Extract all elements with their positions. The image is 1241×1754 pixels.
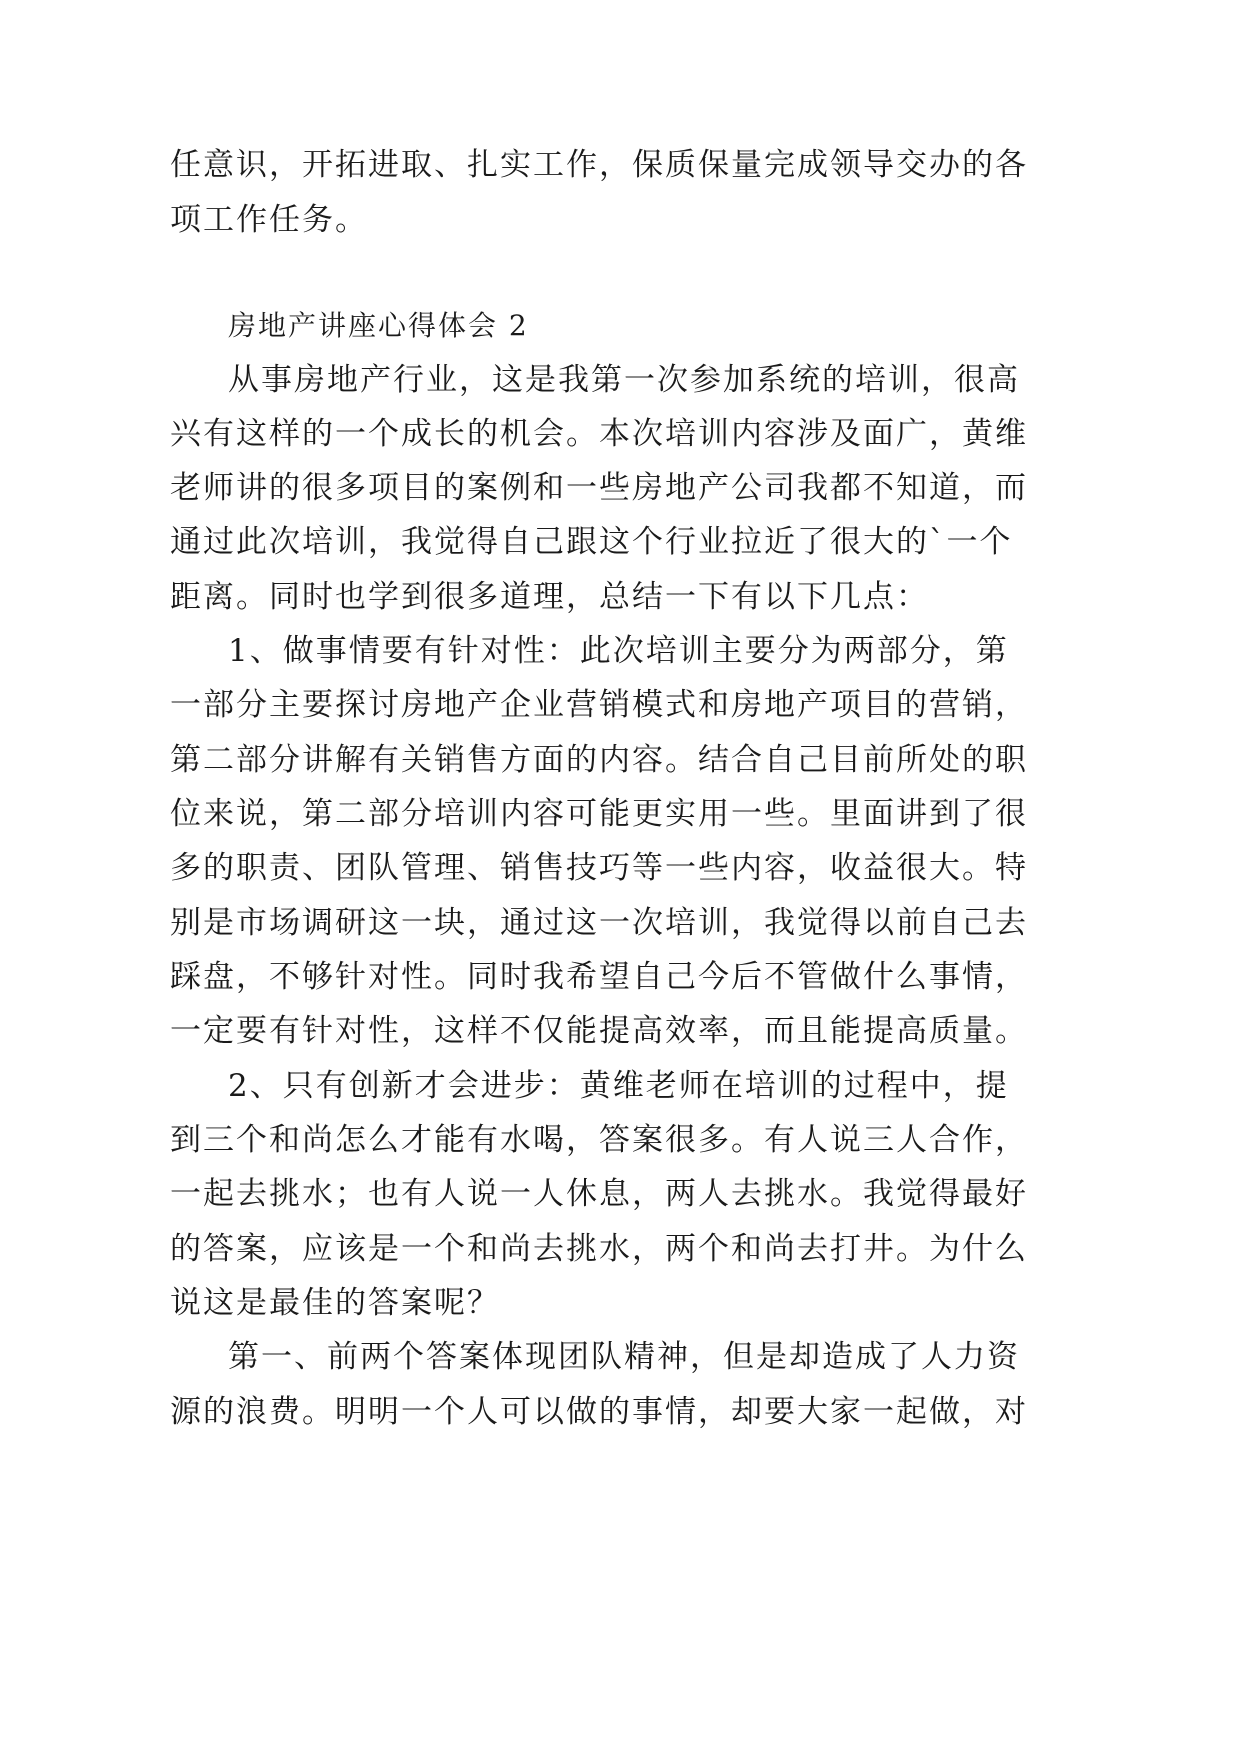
paragraph-line: 距离。同时也学到很多道理，总结一下有以下几点： bbox=[170, 579, 929, 615]
paragraph-line: 任意识，开拓进取、扎实工作，保质保量完成领导交办的各 bbox=[170, 147, 1028, 183]
paragraph-line: 位来说，第二部分培训内容可能更实用一些。里面讲到了很 bbox=[170, 796, 1028, 832]
paragraph-line: 到三个和尚怎么才能有水喝，答案很多。有人说三人合作， bbox=[170, 1122, 1028, 1158]
paragraph-line: 一定要有针对性，这样不仅能提高效率，而且能提高质量。 bbox=[170, 1013, 1028, 1049]
paragraph-line: 别是市场调研这一块，通过这一次培训，我觉得以前自己去 bbox=[170, 905, 1028, 941]
paragraph-line: 一部分主要探讨房地产企业营销模式和房地产项目的营销， bbox=[170, 687, 1028, 723]
paragraph-line: 1、做事情要有针对性：此次培训主要分为两部分，第 bbox=[228, 633, 1009, 669]
paragraph-line: 多的职责、团队管理、销售技巧等一些内容，收益很大。特 bbox=[170, 850, 1028, 886]
paragraph-line: 第一、前两个答案体现团队精神，但是却造成了人力资 bbox=[228, 1339, 1020, 1375]
paragraph-line: 项工作任务。 bbox=[170, 202, 368, 238]
paragraph-line: 从事房地产行业，这是我第一次参加系统的培训，很高 bbox=[228, 362, 1020, 398]
paragraph-line: 老师讲的很多项目的案例和一些房地产公司我都不知道，而 bbox=[170, 470, 1028, 506]
section-heading: 房地产讲座心得体会 2 bbox=[228, 309, 529, 342]
paragraph-line: 一起去挑水；也有人说一人休息，两人去挑水。我觉得最好 bbox=[170, 1176, 1028, 1212]
paragraph-line: 的答案，应该是一个和尚去挑水，两个和尚去打井。为什么 bbox=[170, 1231, 1028, 1267]
paragraph-line: 兴有这样的一个成长的机会。本次培训内容涉及面广，黄维 bbox=[170, 416, 1028, 452]
paragraph-line: 通过此次培训，我觉得自己跟这个行业拉近了很大的`一个 bbox=[170, 524, 1013, 560]
paragraph-line: 第二部分讲解有关销售方面的内容。结合自己目前所处的职 bbox=[170, 742, 1028, 778]
paragraph-line: 说这是最佳的答案呢？ bbox=[170, 1285, 500, 1321]
paragraph-line: 源的浪费。明明一个人可以做的事情，却要大家一起做，对 bbox=[170, 1394, 1028, 1430]
paragraph-line: 踩盘，不够针对性。同时我希望自己今后不管做什么事情， bbox=[170, 959, 1028, 995]
paragraph-line: 2、只有创新才会进步：黄维老师在培训的过程中，提 bbox=[228, 1068, 1009, 1104]
